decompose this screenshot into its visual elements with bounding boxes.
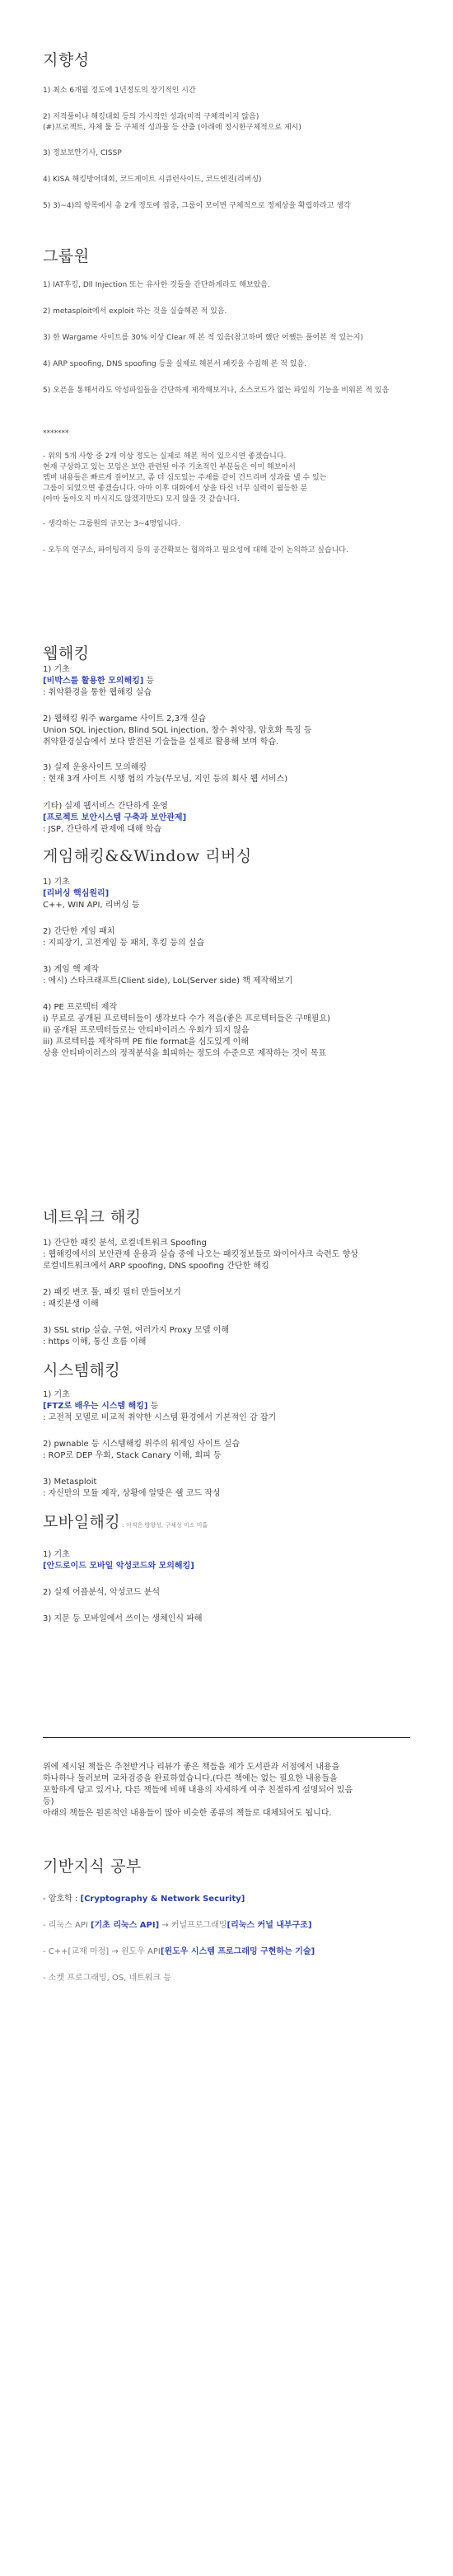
note-line: (아마 돌아오지 마시지도 않겠지만도) 모지 않을 것 같습니다.	[43, 495, 240, 503]
note-line: 현재 구상하고 있는 모임은 보안 관련된 아주 기초적인 부분들은 이미 해보아서	[43, 463, 296, 471]
list-item: 3) 정보보안기사, CISSP	[43, 149, 122, 157]
list-item: 1) 기초	[43, 1550, 70, 1559]
list-item: 3) 지문 등 모바일에서 쓰이는 생체인식 파해	[43, 1614, 203, 1623]
book-line: [FTZ로 배우는 시스템 해킹] 등	[43, 1402, 159, 1411]
list-item: 2) pwnable 등 시스템해킹 위주의 워게임 사이트 실습	[43, 1440, 241, 1449]
book-title: [비박스를 활용한 모의해킹]	[43, 677, 144, 686]
list-item: 3) SSL strip 실습, 구현, 여러가지 Proxy 모델 이해	[43, 1326, 229, 1335]
list-item: - C++[교재 미정] → 윈도우 API[윈도우 시스템 프로그래밍 구현하는 기술]	[43, 1947, 315, 1956]
list-item: 4) KISA 해킹방어대회, 코드게이트 시큐런사이드, 코드엔진(리버싱)	[43, 176, 262, 184]
list-item: 상용 안티바이러스의 정적분석을 회피하는 정도의 수준으로 제작하는 것이 목표	[43, 1049, 327, 1058]
list-item: - 암호학 : [Cryptography & Network Security]	[43, 1895, 245, 1904]
note-line: - 오두의 연구소, 파이팅리지 등의 공간확보는 협의하고 필요성에 대해 같이 논의하고 싶습니다.	[43, 546, 348, 555]
list-item: 기타) 실제 웹서비스 간단하게 운영	[43, 802, 168, 811]
list-item: : 자신만의 모듈 제작, 상황에 알맞은 쉘 코드 작성	[43, 1489, 221, 1498]
list-item: 5) 3)~4)의 항목에서 총 2개 정도에 접중, 그룹이 모이면 구체적으로 정제상을 확립하라고 생각	[43, 202, 351, 210]
book-title: [리눅스 커널 내부구조]	[226, 1921, 312, 1930]
book-line	[43, 813, 430, 823]
list-item: 로컬네트워크에서 ARP spoofing, DNS spoofing 간단한 해킹	[43, 1262, 269, 1271]
footer-line: 위에 제시된 책들은 추천받거나 리뷰가 좋은 책들을 제가 도서관과 서점에서 내용을	[43, 1763, 340, 1772]
list-item: : JSP, 간단하게 관제에 대해 학습	[43, 825, 162, 834]
footer-line: 등)	[43, 1797, 54, 1806]
list-item: 2) metasploit에서 exploit 하는 것을 실습해본 적 있음.	[43, 307, 227, 316]
list-item: : 에시) 스타크래프트(Client side), LoL(Server side) 핵 제작해보기	[43, 977, 293, 986]
book-title: [프로젝트 보안시스템 구축과 보안관제]	[43, 813, 187, 822]
note-line: - 위의 5개 사항 중 2개 이상 정도는 실제로 해본 적이 있으시면 좋겠습니다.	[43, 452, 287, 461]
list-item: 3) 실제 운용사이트 모의해킹	[43, 763, 147, 772]
section-title-mobile-hacking: 모바일해킹 : 아직은 방향성, 구체성 미소 미흡	[43, 1513, 208, 1531]
list-item: i) 무료로 공개된 프로텍터들이 생각보다 수가 적음(좋은 프로텍터들은 구매필요)	[43, 1014, 331, 1023]
book-title: [리버싱 핵심원리]	[43, 889, 110, 898]
book-line	[43, 888, 430, 899]
list-item: 1) IAT후킹, Dll Injection 또는 유사한 것들을 간단하게라도 해보았음.	[43, 281, 270, 289]
list-item: iii) 프로텍터를 제작하며 PE file format을 심도있게 이해	[43, 1037, 249, 1047]
list-item: 3) 한 Wargame 사이트를 30% 이상 Clear 해 본 적 있음(참고하며 했단 어쨌든 풀어본 적 있는지)	[43, 334, 364, 342]
note-line: - 생각하는 그룹원의 규모는 3~4명입니다.	[43, 520, 180, 528]
list-item: ii) 공개된 프로텍터들로는 안티바이러스 우회가 되지 않음	[43, 1026, 250, 1035]
book-line	[43, 1561, 430, 1571]
list-item: (#)프로젝트, 자체 툴 등 구체적 성과물 등 산출 (아래에 정시한구체적으로 제시)	[43, 124, 301, 132]
list-item: : 지피장기, 고전게임 등 패치, 후킹 등의 실습	[43, 939, 205, 948]
list-item: 1) 간단한 패킷 분석, 로컬네트워크 Spoofing	[43, 1239, 207, 1248]
list-item: - 소켓 프로그래밍, OS, 네트워크 등	[43, 1974, 171, 1983]
list-item: 2) 패킷 변조 툴, 패킷 필터 만들어보기	[43, 1288, 181, 1297]
book-title: [안드로이드 모바일 악성코드와 모의해킹]	[43, 1562, 194, 1571]
section-title-direction: 지향성	[43, 51, 90, 69]
horizontal-divider	[43, 1737, 410, 1738]
list-item: - 리눅스 API [기초 리눅스 API] → 커널프로그래밍[리눅스 커널 내부구조]	[43, 1921, 312, 1930]
list-item: 취약환경실습에서 보다 발전된 기술들을 실제로 활용해 보며 학습.	[43, 738, 279, 747]
list-item: : 웹해킹에서의 보안관제 운용과 실습 중에 나오는 패킷정보들로 와이어샤크 숙련도 향상	[43, 1250, 358, 1259]
footer-line: 포함하게 담고 있거나, 다른 책들에 비해 내용의 자세하게 여주 친절하게 설명되어 있음	[43, 1786, 353, 1795]
list-item: : https 이해, 통신 흐름 이해	[43, 1337, 147, 1347]
list-item: 1) 기초	[43, 878, 70, 887]
list-item: Union SQL injection, Blind SQL injection, 창수 취약점, 암호화 특징 등	[43, 726, 312, 735]
list-item: 5) 오픈을 통해서라도 악성파일들을 간단하게 제작해보거나, 소스코드가 없는 파일의 기능을 비워본 적 있음	[43, 386, 390, 395]
book-title: [Cryptography & Network Security]	[80, 1895, 245, 1904]
separator-stars: *******	[43, 429, 69, 438]
list-item: : 고전적 모델로 비교적 취약한 시스템 환경에서 기본적인 감 잡기	[43, 1413, 277, 1422]
list-item: C++, WIN API, 리버싱 등	[43, 901, 140, 910]
list-item: 2) 간단한 게임 패치	[43, 927, 115, 936]
list-item: 3) 게임 핵 제작	[43, 965, 100, 974]
note-line: 멤버 내용들은 빠르게 짚어보고, 좀 더 심도있는 주제를 같이 건드리며 성과를 낼 수 있는	[43, 474, 327, 482]
list-item: 1) 기초	[43, 665, 70, 674]
list-item: 4) ARP spoofing, DNS spoofing 등을 실제로 해본서 패킷을 수집해 본 적 있음.	[43, 360, 306, 368]
list-item: 3) Metasploit	[43, 1478, 97, 1487]
list-item: 2) 실제 어플분석, 악성코드 분석	[43, 1588, 161, 1597]
mobile-note: : 아직은 방향성, 구체성 미소 미흡	[120, 1522, 208, 1529]
footer-line: 하나하나 둘러보며 교차검증을 완료하였습니다.(다른 책에는 없는 필요한 내용들을	[43, 1774, 338, 1783]
list-item: 1) 기초	[43, 1390, 70, 1399]
section-title-members: 그룹원	[43, 247, 90, 265]
section-title-game-hacking: 게임해킹&&Window 리버싱	[43, 847, 252, 865]
footer-line: 아래의 책들은 원론적인 내용들이 많아 비슷한 종류의 책들로 대체되어도 됩니다.	[43, 1809, 332, 1818]
book-line: [비박스를 활용한 모의해킹] 등	[43, 677, 155, 686]
list-item: 1) 최소 6개월 정도에 1년정도의 장기적인 시간	[43, 87, 196, 95]
book-title: [기초 리눅스 API]	[90, 1921, 160, 1930]
list-item: 4) PE 프로텍터 제작	[43, 1003, 118, 1012]
section-title-basic-knowledge: 기반지식 공부	[43, 1857, 142, 1876]
list-item: 2) 저격풀이나 해킹대회 등의 가시적인 성과(미적 구체적이지 않음)	[43, 113, 259, 121]
list-item: 2) 웹해킹 워주 wargame 사이트 2,3개 실습	[43, 714, 207, 724]
section-title-network-hacking: 네트워크 해킹	[43, 1208, 142, 1226]
list-item: : 패킷분생 이해	[43, 1300, 99, 1309]
book-title: [윈도우 시스템 프로그래밍 구현하는 기술]	[160, 1947, 315, 1956]
list-item: : 현재 3개 사이트 시행 협의 가능(무모닝, 지인 등의 회사 웹 서비스)	[43, 775, 288, 784]
list-item: : ROP로 DEP 우회, Stack Canary 이해, 회피 등	[43, 1451, 222, 1460]
note-line: 그룹이 되었으면 좋겠습니다. 아마 이후 대화에서 상을 타신 너무 실력이 월등한 분	[43, 485, 308, 493]
book-title: [FTZ로 배우는 시스템 해킹]	[43, 1402, 148, 1411]
section-title-system-hacking: 시스템해킹	[43, 1361, 121, 1379]
section-title-web-hacking: 웹해킹	[43, 644, 90, 663]
list-item: : 취약환경을 통한 웹해킹 실습	[43, 688, 152, 697]
